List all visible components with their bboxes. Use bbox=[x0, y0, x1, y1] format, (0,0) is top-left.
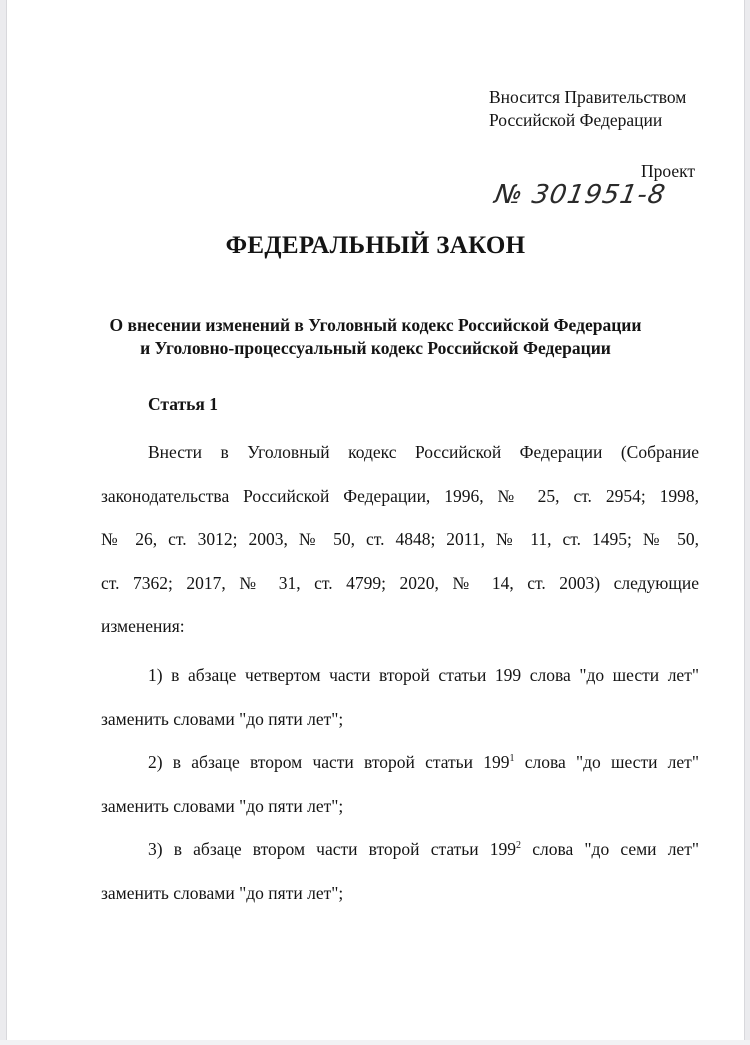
amendment-text: 3) в абзаце втором части второй статьи 199 bbox=[148, 839, 517, 859]
amendment-line-1 bbox=[101, 654, 699, 698]
amendment-text: слова "до семи лет" bbox=[521, 839, 699, 859]
document-page bbox=[6, 0, 745, 1040]
article-heading: Статья 1 bbox=[148, 394, 218, 414]
amendment-line-2: заменить словами "до пяти лет"; bbox=[101, 795, 344, 816]
article-superscript: 2 bbox=[516, 840, 522, 851]
amendment-text: слова "до шести лет" bbox=[514, 752, 699, 772]
submitter-line-1: Вносится Правительством bbox=[489, 87, 687, 107]
scan-edge-bottom bbox=[0, 1040, 750, 1045]
amendment-text: 2) в абзаце втором части второй статьи 199 bbox=[148, 752, 510, 772]
document-title: ФЕДЕРАЛЬНЫЙ ЗАКОН bbox=[225, 232, 526, 259]
amendment-line-2: заменить словами "до пяти лет"; bbox=[101, 708, 344, 729]
intro-line: Внести в Уголовный кодекс Российской Федерации (Собрание bbox=[148, 442, 699, 462]
document-subject bbox=[7, 314, 744, 360]
amendment-line-1 bbox=[101, 828, 699, 872]
submitter-line-2: Российской Федерации bbox=[489, 110, 663, 130]
article-superscript: 1 bbox=[509, 753, 515, 764]
amendment-line-1 bbox=[101, 741, 699, 785]
intro-line: законодательства Российской Федерации, 1996, № 25, ст. 2954; 1998, bbox=[101, 485, 699, 506]
amendment-item-3 bbox=[101, 828, 699, 915]
amendment-text: слова "до шести лет" bbox=[521, 665, 699, 685]
article-intro-paragraph bbox=[101, 431, 699, 649]
project-status: Проект bbox=[641, 161, 696, 181]
intro-line: изменения: bbox=[101, 616, 185, 636]
submitter-block bbox=[489, 86, 686, 132]
amendment-item-1 bbox=[101, 654, 699, 741]
intro-line: ст. 7362; 2017, № 31, ст. 4799; 2020, № 14, ст. 2003) следующие bbox=[101, 572, 699, 593]
amendment-text: 1) в абзаце четвертом части второй статьи 199 bbox=[148, 665, 522, 685]
subject-line-2: и Уголовно-процессуальный кодекс Российской Федерации bbox=[140, 338, 611, 358]
amendment-line-2: заменить словами "до пяти лет"; bbox=[101, 882, 344, 903]
amendment-item-2 bbox=[101, 741, 699, 828]
intro-line: № 26, ст. 3012; 2003, № 50, ст. 4848; 2011, № 11, ст. 1495; № 50, bbox=[101, 529, 699, 549]
handwritten-registration-number: № 301951-8 bbox=[492, 180, 669, 210]
subject-line-1: О внесении изменений в Уголовный кодекс Российской Федерации bbox=[109, 315, 642, 335]
